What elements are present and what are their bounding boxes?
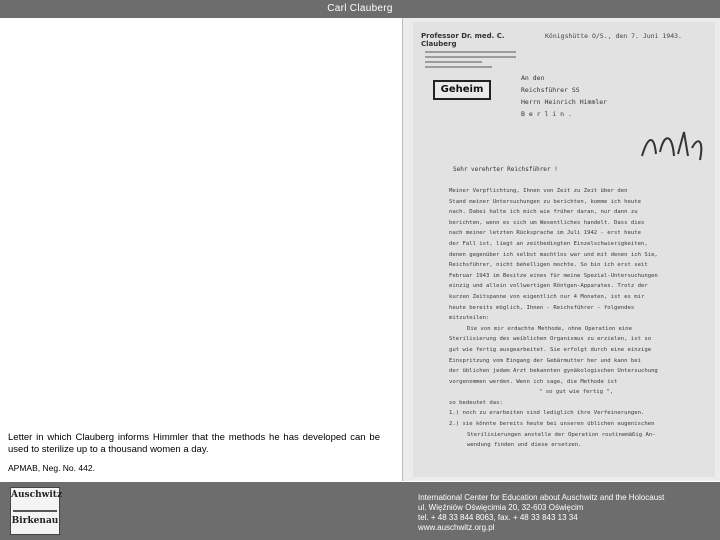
body-line: heute bereits möglich, Ihnen - Reichsführer - folgendes [449, 304, 635, 311]
logo-text-top: Auschwitz [11, 490, 63, 500]
body-line: 2.) sie könnte bereits heute bei unseren üblichen eugenischen [449, 421, 655, 428]
body-line: kurzen Zeitspanne von eigentlich nur 4 Monaten, ist es mir [449, 293, 645, 300]
institution-address: ul. Więźniów Oświęcimia 20, 32-603 Oświęcim [418, 503, 584, 512]
institution-website: www.auschwitz.org.pl [418, 523, 495, 532]
letter-body [449, 186, 711, 451]
body-line: so bedeutet das: [449, 399, 503, 406]
slide-title: Carl Clauberg [327, 3, 393, 14]
letterhead-name: Professor Dr. med. C. Clauberg [421, 32, 505, 48]
body-line: der Fall ist, liegt an zeitbedingten Einzelschwierigkeiten, [449, 240, 648, 247]
letterhead-line [425, 66, 492, 68]
body-line: Einspritzung vom Eingang der Gebärmutter her und kann bei [449, 357, 641, 364]
institution-phone: tel. + 48 33 844 8063, fax. + 48 33 843 13 34 [418, 513, 578, 522]
body-line: 1.) noch zu erarbeiten sind lediglich ihre Verfeinerungen. [449, 410, 645, 417]
institution-name: International Center for Education about Auschwitz and the Holocaust [418, 493, 665, 502]
letterhead [421, 32, 516, 68]
body-line: der üblichen jedem Arzt bekannten gynäkologischen Untersuchung [449, 368, 658, 375]
body-line: denen gegenüber ich selbst machtlos war und mit denen ich Sie, [449, 251, 658, 258]
secret-stamp: Geheim [433, 80, 491, 100]
recipient-address [521, 72, 607, 120]
body-line: nach. Dabei halte ich mich wie früher daran, nur dann zu [449, 209, 638, 216]
letter-salutation: Sehr verehrter Reichsführer ! [453, 166, 558, 173]
caption-text: Letter in which Clauberg informs Himmler that the methods he has developed can be used to sterilize up to a thousand women a day. [8, 432, 380, 455]
body-line: nach meiner letzten Rücksprache im Juli 1942 - erst heute [449, 230, 641, 237]
letterhead-line [425, 51, 516, 53]
logo-text-bottom: Birkenau [11, 516, 59, 526]
body-line: Die von mir erdachte Methode, ohne Operation eine [467, 325, 633, 332]
address-line: Reichsführer SS [521, 86, 580, 94]
slide-title-bar [0, 0, 720, 18]
body-line: mitzuteilen: [449, 315, 490, 322]
source-reference: APMAB, Neg. No. 442. [8, 463, 95, 473]
address-line: B e r l i n . [521, 110, 572, 118]
letterhead-line [425, 56, 516, 58]
institution-contact [418, 493, 664, 533]
letter-date: Königshütte O/S., den 7. Juni 1943. [545, 32, 682, 40]
body-line: Stand meiner Untersuchungen zu berichten, komme ich heute [449, 198, 641, 205]
body-line: wendung finden und diese ersetzen. [467, 442, 582, 449]
body-line: Meiner Verpflichtung, Ihnen von Zeit zu Zeit über den [449, 188, 628, 194]
body-line: Reichsführer, nicht behelligen mochte. So bin ich erst seit [449, 262, 648, 269]
body-line: einzig und allein vollwertigen Röntgen-Apparates. Trotz der [449, 283, 648, 290]
body-line: berichten, wenn es sich um Wesentliches handelt. Dass dies [449, 219, 645, 226]
body-line: gut wie fertig ausgearbeitet. Sie erfolgt durch eine einzige [449, 346, 652, 353]
body-line: " so gut wie fertig ", [539, 389, 614, 396]
body-line: Februar 1943 im Besitze eines für meine Spezial-Untersuchungen [449, 272, 658, 279]
letter-scan [402, 18, 720, 481]
address-line: An den [521, 74, 545, 82]
logo-divider [13, 510, 57, 512]
auschwitz-birkenau-logo [10, 487, 63, 535]
footer-bar [0, 482, 720, 540]
body-line: Sterilisierungen anstelle der Operation routinemäßig An- [467, 431, 656, 438]
address-line: Herrn Heinrich Himmler [521, 98, 608, 106]
body-line: vorgenommen werden. Wenn ich sage, die Methode ist [449, 378, 618, 385]
body-line: Sterilisierung des weiblichen Organismus zu erzielen, ist so [449, 336, 652, 343]
letter-paper [413, 22, 715, 477]
letterhead-line [425, 61, 482, 63]
handwritten-annotation [638, 126, 708, 166]
